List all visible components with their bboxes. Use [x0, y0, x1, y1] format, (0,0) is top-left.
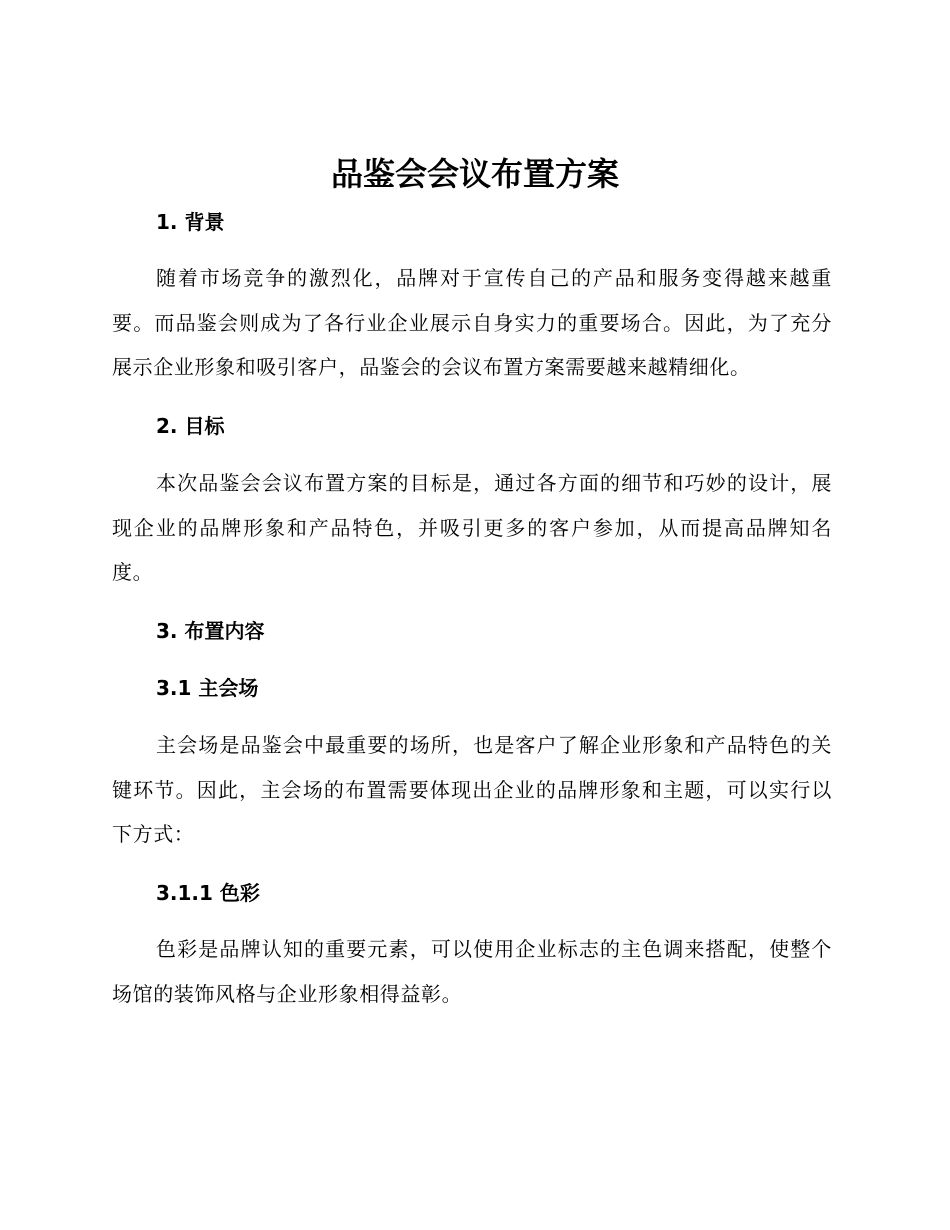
section-heading-background: 1. 背景 — [156, 210, 225, 234]
document-title: 品鉴会会议布置方案 — [330, 155, 619, 193]
section-heading-goal: 2. 目标 — [156, 414, 225, 438]
section-paragraph-main-venue: 主会场是品鉴会中最重要的场所，也是客户了解企业形象和产品特色的关键环节。因此，主会场的布置需要体现出企业的品牌形象和主题，可以实行以下方式： — [112, 733, 832, 846]
section-heading-main-venue: 3.1 主会场 — [156, 676, 259, 700]
section-heading-layout: 3. 布置内容 — [156, 619, 265, 643]
section-paragraph-background: 随着市场竞争的激烈化，品牌对于宣传自己的产品和服务变得越来越重要。而品鉴会则成为了各行业企业展示自身实力的重要场合。因此，为了充分展示企业形象和吸引客户，品鉴会的会议布置方案需要越来越精细化。 — [112, 266, 832, 379]
section-paragraph-color: 色彩是品牌认知的重要元素，可以使用企业标志的主色调来搭配，使整个场馆的装饰风格与企业形象相得益彰。 — [112, 937, 832, 1006]
section-paragraph-goal: 本次品鉴会会议布置方案的目标是，通过各方面的细节和巧妙的设计，展现企业的品牌形象和产品特色，并吸引更多的客户参加，从而提高品牌知名度。 — [112, 471, 832, 584]
section-heading-color: 3.1.1 色彩 — [156, 881, 260, 905]
